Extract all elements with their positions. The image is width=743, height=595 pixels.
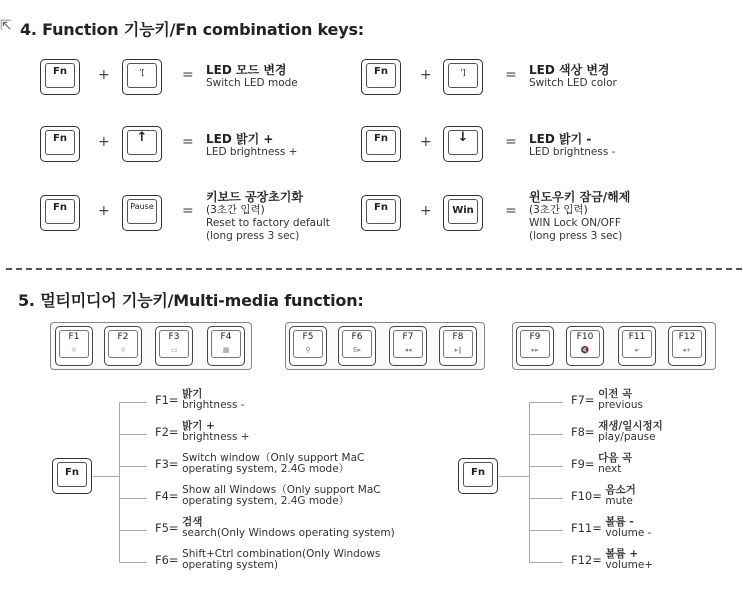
heading-korean: 멀티미디어 기능키 <box>40 291 168 310</box>
f11-key: F11 ◂- <box>618 326 656 366</box>
fn-key: Fn <box>40 59 80 95</box>
list-item: F11= 볼륨 - volume - <box>571 516 652 539</box>
heading-english: /Fn combination keys: <box>169 20 364 39</box>
fn-key: Fn <box>40 126 80 162</box>
tree-connector <box>499 476 529 477</box>
tree-branch <box>119 434 147 435</box>
fn-key: Fn <box>361 195 401 231</box>
heading-english: /Multi-media function: <box>167 291 364 310</box>
previous-track-icon: ◂◂ <box>404 346 412 354</box>
tree-branch <box>529 562 563 563</box>
pause-key: Pause <box>122 195 162 231</box>
arrow-down-key: ↓ <box>443 126 483 162</box>
volume-up-icon: ◂+ <box>682 346 692 354</box>
tree-branch <box>529 530 563 531</box>
plus-sign: + <box>420 203 432 219</box>
list-item: F6= Shift+Ctrl combination(Only Windows operating system) <box>155 548 381 571</box>
tree-trunk <box>119 402 120 562</box>
arrow-up-key: ↑ <box>122 126 162 162</box>
show-windows-icon: ▦ <box>222 346 230 354</box>
f12-key: F12 ◂+ <box>668 326 706 366</box>
list-item: F4= Show all Windows（Only support MaC operating system, 2.4G mode） <box>155 484 381 507</box>
bracket-right-key: '] <box>443 59 483 95</box>
f10-key: F10 🔇 <box>566 326 604 366</box>
plus-sign: + <box>98 67 110 83</box>
tree-branch <box>119 498 147 499</box>
heading-number: 5. <box>18 291 35 310</box>
tree-branch <box>119 402 147 403</box>
win-key: Win <box>443 195 483 231</box>
f6-key: F6 E▸ <box>338 326 376 366</box>
search-icon: ⚲ <box>305 346 311 354</box>
plus-sign: + <box>98 203 110 219</box>
volume-down-icon: ◂- <box>633 346 641 354</box>
list-item: F1= 밝기 brightness - <box>155 388 245 411</box>
fn-key: Fn <box>361 59 401 95</box>
equals-sign: = <box>182 203 194 219</box>
equals-sign: = <box>182 67 194 83</box>
function-description: LED 밝기 - LED brightness - <box>529 132 616 158</box>
tree-branch <box>119 466 147 467</box>
plus-sign: + <box>420 67 432 83</box>
f5-key: F5 ⚲ <box>289 326 327 366</box>
tree-branch <box>529 434 563 435</box>
tree-branch <box>119 562 147 563</box>
section-4-heading <box>20 17 364 40</box>
fn-key: Fn <box>40 195 80 231</box>
list-item: F3= Switch window（Only support MaC operating system, 2.4G mode） <box>155 452 365 475</box>
f3-key: F3 ▭ <box>155 326 193 366</box>
section-5-heading <box>18 288 364 311</box>
equals-sign: = <box>505 134 517 150</box>
fn-key: Fn <box>361 126 401 162</box>
tree-branch <box>119 530 147 531</box>
tree-trunk <box>529 402 530 562</box>
play-pause-icon: ▸‖ <box>454 346 462 354</box>
list-item: F10= 음소거 mute <box>571 484 636 507</box>
list-item: F7= 이전 곡 previous <box>571 388 643 411</box>
heading-korean: 기능키 <box>123 20 170 39</box>
tree-branch <box>529 402 563 403</box>
function-description: LED 밝기 + LED brightness + <box>206 132 298 158</box>
plus-sign: + <box>98 134 110 150</box>
brightness-up-icon: ☼ <box>119 346 127 354</box>
f4-key: F4 ▦ <box>207 326 245 366</box>
input-switch-icon: E▸ <box>353 346 361 354</box>
brightness-down-icon: ☼ <box>70 346 78 354</box>
equals-sign: = <box>505 67 517 83</box>
f1-key: F1 ☼ <box>55 326 93 366</box>
f8-key: F8 ▸‖ <box>439 326 477 366</box>
tree-connector <box>93 476 119 477</box>
mute-icon: 🔇 <box>580 346 590 354</box>
bracket-left-key: '[ <box>122 59 162 95</box>
list-item: F5= 검색 search(Only Windows operating system) <box>155 516 395 539</box>
list-item: F2= 밝기 + brightness + <box>155 420 250 443</box>
heading-number: 4. Function <box>20 20 119 39</box>
list-item: F8= 재생/일시정지 play/pause <box>571 420 663 443</box>
function-description: 키보드 공장초기화 (3초간 입력) Reset to factory default (long press 3 sec) <box>206 190 330 242</box>
plus-sign: + <box>420 134 432 150</box>
list-item: F12= 볼륨 + volume+ <box>571 548 654 571</box>
equals-sign: = <box>182 134 194 150</box>
list-item: F9= 다음 곡 next <box>571 452 633 475</box>
function-description: LED 모드 변경 Switch LED mode <box>206 63 298 89</box>
tree-branch <box>529 498 563 499</box>
function-description: LED 색상 변경 Switch LED color <box>529 63 617 89</box>
fn-key: Fn <box>52 458 92 494</box>
section-divider <box>6 268 742 270</box>
tree-branch <box>529 466 563 467</box>
function-description: 윈도우키 잠금/해제 (3초간 입력) WIN Lock ON/OFF (long press 3 sec) <box>529 190 631 242</box>
equals-sign: = <box>505 203 517 219</box>
next-track-icon: ▸▸ <box>531 346 539 354</box>
f9-key: F9 ▸▸ <box>516 326 554 366</box>
fn-key: Fn <box>458 458 498 494</box>
cursor-icon: ⇱ <box>0 18 12 34</box>
f2-key: F2 ☼ <box>104 326 142 366</box>
switch-window-icon: ▭ <box>170 346 178 354</box>
f7-key: F7 ◂◂ <box>389 326 427 366</box>
